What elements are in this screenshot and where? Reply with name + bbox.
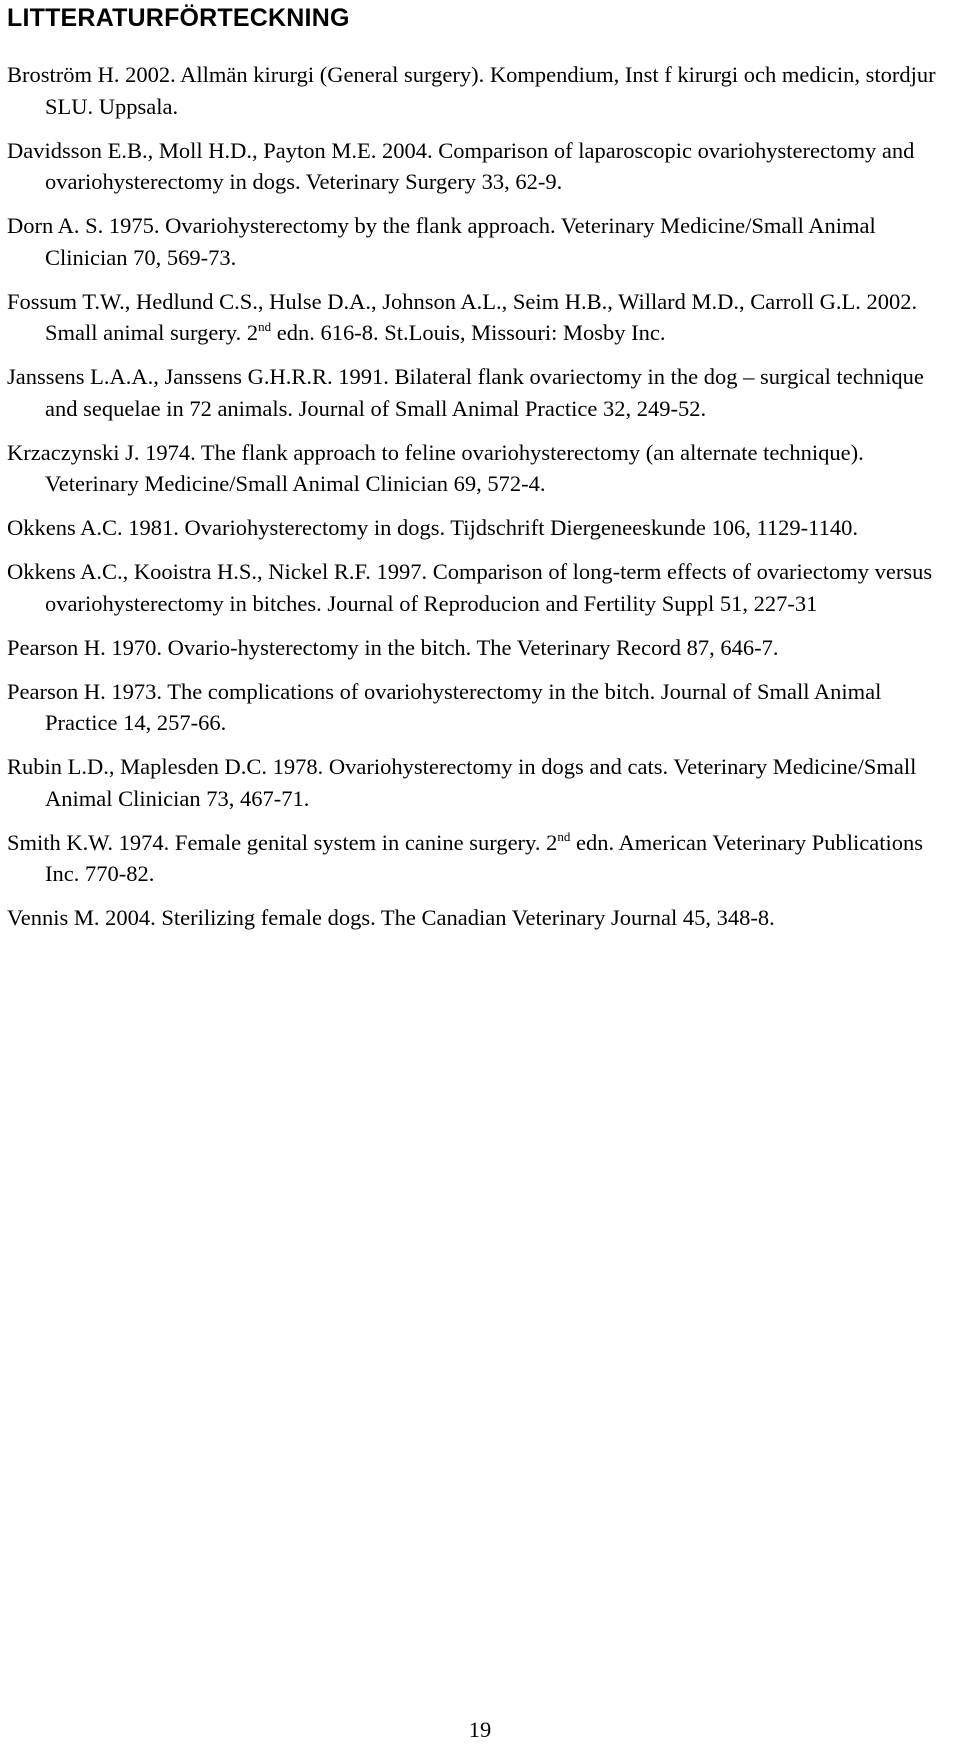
reference-item (7, 59, 952, 122)
reference-item (7, 556, 952, 619)
reference-item (7, 437, 952, 500)
reference-text-continued: edn. American Veterinary Publications Inc. 770-82. (45, 829, 923, 886)
reference-text: Krzaczynski J. 1974. The flank approach to feline ovariohysterectomy (an alternate technique). Veterinary Medicine/Small Animal Clinician 69, 572-4. (7, 439, 864, 496)
reference-item (7, 632, 952, 664)
page-title: LITTERATURFÖRTECKNING (7, 4, 350, 32)
reference-item (7, 286, 952, 349)
reference-text: Dorn A. S. 1975. Ovariohysterectomy by the flank approach. Veterinary Medicine/Small Animal Clinician 70, 569-73. (7, 213, 876, 270)
reference-text: Vennis M. 2004. Sterilizing female dogs. The Canadian Veterinary Journal 45, 348-8. (7, 905, 775, 930)
reference-text: Smith K.W. 1974. Female genital system in canine surgery. 2 (7, 829, 558, 855)
reference-list (7, 59, 952, 946)
superscript: nd (557, 828, 571, 844)
reference-item (7, 751, 952, 814)
reference-item (7, 827, 952, 890)
reference-text: Rubin L.D., Maplesden D.C. 1978. Ovariohysterectomy in dogs and cats. Veterinary Medicine/Small Animal Clinician 73, 467-71. (7, 754, 917, 811)
reference-text: Janssens L.A.A., Janssens G.H.R.R. 1991. Bilateral flank ovariectomy in the dog – surgical technique and sequelae in 72 animals. Journal of Small Animal Practice 32, 249-52. (7, 364, 924, 421)
reference-item (7, 902, 952, 934)
reference-text: Pearson H. 1973. The complications of ovariohysterectomy in the bitch. Journal of Small Animal Practice 14, 257-66. (7, 678, 882, 735)
reference-text: Pearson H. 1970. Ovario-hysterectomy in the bitch. The Veterinary Record 87, 646-7. (7, 634, 779, 660)
superscript: nd (258, 319, 272, 334)
reference-item (7, 135, 952, 198)
reference-item (7, 512, 952, 544)
reference-text: Okkens A.C., Kooistra H.S., Nickel R.F. 1997. Comparison of long-term effects of ovariectomy versus ovariohysterectomy in bitches. Journal of Reproducion and Fertility Suppl 51, 227-31 (7, 559, 933, 616)
reference-text: Broström H. 2002. Allmän kirurgi (General surgery). Kompendium, Inst f kirurgi och medicin, stordjur SLU. Uppsala. (7, 62, 936, 119)
reference-text: Okkens A.C. 1981. Ovariohysterectomy in dogs. Tijdschrift Diergeneeskunde 106, 1129-1140. (7, 515, 858, 540)
reference-text-continued: edn. 616-8. St.Louis, Missouri: Mosby Inc. (271, 320, 666, 345)
reference-text: Davidsson E.B., Moll H.D., Payton M.E. 2004. Comparison of laparoscopic ovariohysterectomy and ovariohysterectomy in dogs. Veterinary Surgery 33, 62-9. (7, 137, 915, 194)
reference-item (7, 210, 952, 273)
reference-item (7, 676, 952, 739)
page-number: 19 (468, 1717, 492, 1742)
reference-item (7, 361, 952, 424)
reference-text: Fossum T.W., Hedlund C.S., Hulse D.A., Johnson A.L., Seim H.B., Willard M.D., Carroll G.L. 2002. Small animal surgery. 2 (7, 288, 918, 345)
